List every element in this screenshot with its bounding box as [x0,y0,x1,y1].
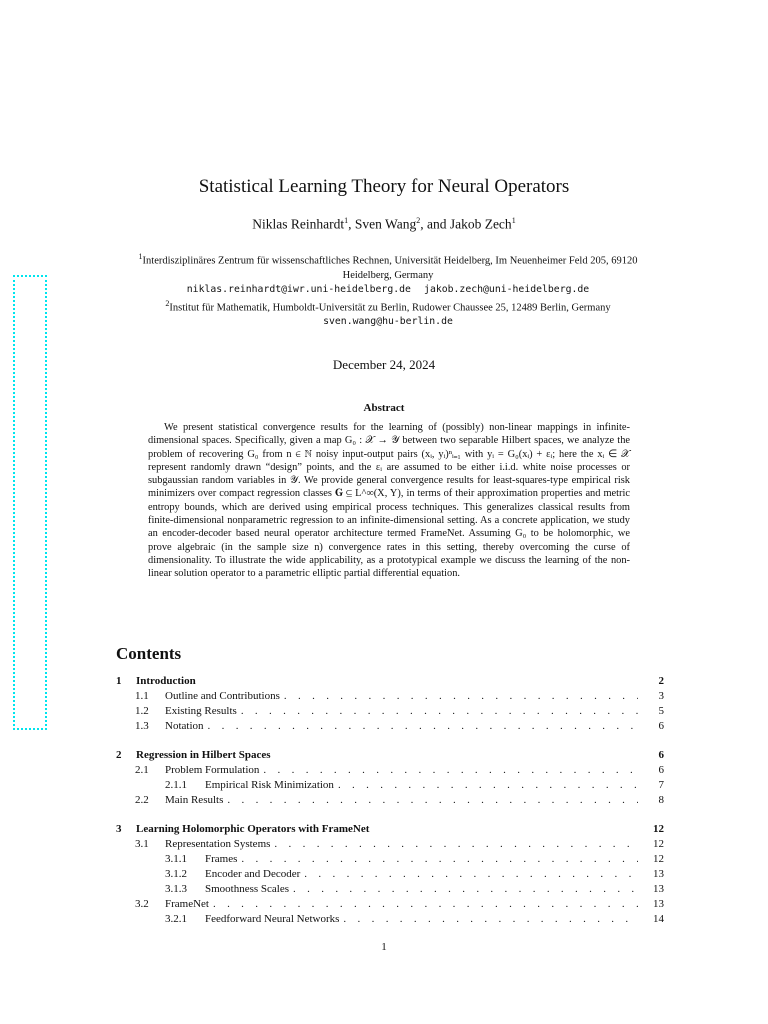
toc-entry-label: Regression in Hilbert Spaces [136,749,271,761]
affiliation-2 [118,297,658,316]
affiliation-text: Institut für Mathematik, Humboldt-Universität zu Berlin, Rudower Chaussee 25, 12489 Berlin, Germany [169,302,611,313]
toc-entry[interactable] [116,674,664,689]
toc-entry[interactable] [116,748,664,763]
contents-heading: Contents [116,644,182,663]
email-address[interactable]: sven.wang@hu-berlin.de [323,316,453,327]
toc-entry[interactable] [116,763,664,778]
toc-entry-page: 13 [653,868,664,880]
toc-entry-page: 3 [658,690,664,702]
email-address[interactable]: jakob.zech@uni-heidelberg.de [424,283,590,295]
author-affil-mark: 2 [416,216,421,225]
toc-leader-dots [241,704,638,719]
author-separator: , and [420,216,450,232]
arxiv-sidebar-stamp [13,275,47,730]
toc-entry-page: 6 [658,720,664,732]
toc-entry[interactable] [116,897,664,912]
toc-entry[interactable] [116,912,664,927]
toc-entry-number: 3.1 [135,838,149,850]
toc-entry-number: 3.1.3 [165,883,187,895]
toc-entry[interactable] [116,882,664,897]
toc-entry-page: 12 [653,838,664,850]
toc-leader-dots [208,719,639,734]
author-list [0,216,768,233]
page-number: 1 [381,941,387,953]
toc-leader-dots [263,763,638,778]
toc-entry-number: 2.1 [135,764,149,776]
toc-entry-page: 7 [658,779,664,791]
toc-entry-number: 1.2 [135,705,149,717]
toc-leader-dots [241,852,638,867]
toc-leader-dots [343,912,638,927]
toc-entry-page: 12 [653,823,664,835]
toc-entry-label: Feedforward Neural Networks [205,913,340,925]
toc-leader-dots [227,793,638,808]
toc-entry-page: 8 [658,794,664,806]
toc-entry-page: 14 [653,913,664,925]
affil-mark: 1 [138,252,143,261]
affiliation-text: Interdisziplinäres Zentrum für wissenschaftliches Rechnen, Universität Heidelberg, Im Neuenheimer Feld 205, 69120 Heidelberg, Germany [142,255,638,281]
toc-entry[interactable] [116,837,664,852]
toc-entry-number: 3.2 [135,898,149,910]
toc-leader-dots [213,897,638,912]
toc-leader-dots [304,867,638,882]
toc-entry-label: Frames [205,853,238,865]
abstract-body: We present statistical convergence results for the learning of (possibly) non-linear mappings in infinite-dimensional spaces. Specifically, given a map G₀ : 𝒳 → 𝒴 between two separable Hilbert spaces, we analyze the problem of recovering G₀ from n ∈ ℕ noisy input-output pairs (xᵢ, yᵢ)ⁿᵢ₌₁ with yᵢ = G₀(xᵢ) + εᵢ; here the xᵢ ∈ 𝒳 represent randomly drawn “design” points, and the εᵢ are assumed to be either i.i.d. white noise processes or subgaussian random variables in 𝒴. We provide general convergence results for least-squares-type empirical risk minimizers over compact regression classes 𝐆 ⊆ L^∞(X, Y), in terms of their approximation properties and metric entropy bounds, which are derived using empirical process techniques. This generalizes classical results from finite-dimensional nonparametric regression to an infinite-dimensional setting. As a concrete application, we study an encoder-decoder based neural operator architecture termed FrameNet. Assuming G₀ to be holomorphic, we prove algebraic (in the sample size n) convergence rates in this setting, thereby overcoming the curse of dimensionality. To illustrate the wide applicability, as a prototypical example we discuss the learning of the non-linear solution operator to a parametric elliptic partial differential equation. [148,422,630,580]
toc-entry-label: Learning Holomorphic Operators with FrameNet [136,823,370,835]
author-name: Niklas Reinhardt [252,216,345,232]
toc-entry-page: 6 [658,749,664,761]
author-name: Sven Wang [354,216,417,232]
toc-entry-label: Main Results [165,794,224,806]
publication-date: December 24, 2024 [332,357,436,372]
toc-entry-label: Notation [165,720,204,732]
affil-mark: 2 [165,298,170,308]
toc-entry-label: Representation Systems [165,838,271,850]
table-of-contents [116,674,664,927]
toc-leader-dots [274,837,638,852]
toc-entry-number: 1.1 [135,690,149,702]
toc-entry[interactable] [116,867,664,882]
affiliations [118,250,658,329]
toc-entry-number: 1 [116,675,122,687]
toc-entry[interactable] [116,704,664,719]
toc-entry-label: Problem Formulation [165,764,260,776]
toc-entry-page: 2 [658,675,664,687]
email-address[interactable]: niklas.reinhardt@iwr.uni-heidelberg.de [186,283,411,295]
toc-entry-label: Outline and Contributions [165,690,280,702]
toc-entry-page: 6 [658,764,664,776]
toc-entry-label: Encoder and Decoder [205,868,301,880]
toc-entry-label: Existing Results [165,705,237,717]
toc-leader-dots [338,778,638,793]
author-separator: , [348,216,355,232]
toc-entry-number: 3 [116,823,122,835]
toc-entry-number: 3.2.1 [165,913,187,925]
toc-entry-number: 3.1.1 [165,853,187,865]
toc-entry-number: 2.1.1 [165,779,187,791]
toc-entry-page: 13 [653,898,664,910]
toc-entry-number: 3.1.2 [165,868,187,880]
affiliation-1 [118,250,658,283]
toc-entry[interactable] [116,852,664,867]
author-name: Jakob Zech [449,216,512,232]
paper-title: Statistical Learning Theory for Neural Operators [198,176,570,197]
author-affil-mark: 1 [344,216,349,225]
toc-entry[interactable] [116,778,664,793]
email-line-2 [118,315,658,329]
toc-entry-page: 5 [658,705,664,717]
toc-entry[interactable] [116,793,664,808]
toc-entry[interactable] [116,719,664,734]
toc-entry[interactable] [116,822,664,837]
toc-entry-number: 2 [116,749,122,761]
email-line-1 [118,283,658,297]
toc-entry-page: 12 [653,853,664,865]
toc-leader-dots [284,689,638,704]
toc-entry-label: Smoothness Scales [205,883,290,895]
abstract-heading: Abstract [363,402,405,414]
toc-entry-label: FrameNet [165,898,209,910]
toc-entry-label: Empirical Risk Minimization [205,779,334,791]
author-affil-mark: 1 [511,216,516,225]
toc-entry-number: 1.3 [135,720,149,732]
toc-entry-label: Introduction [136,675,196,687]
toc-entry[interactable] [116,689,664,704]
toc-entry-page: 13 [653,883,664,895]
toc-leader-dots [293,882,638,897]
toc-entry-number: 2.2 [135,794,149,806]
